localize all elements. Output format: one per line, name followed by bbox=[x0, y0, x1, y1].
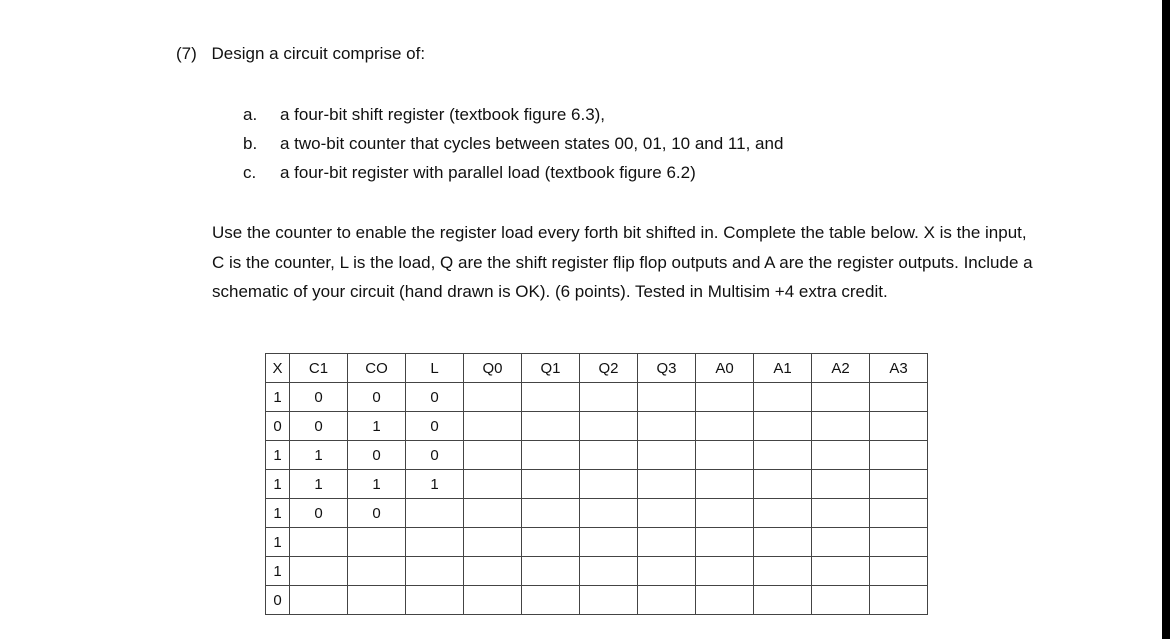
table-cell bbox=[580, 470, 638, 499]
question-number: (7) bbox=[176, 44, 197, 63]
table-row bbox=[266, 412, 928, 441]
table-cell bbox=[522, 412, 580, 441]
table-row bbox=[266, 528, 928, 557]
table-cell bbox=[812, 383, 870, 412]
table-cell bbox=[406, 557, 464, 586]
table-cell bbox=[754, 470, 812, 499]
list-item bbox=[243, 100, 783, 129]
table-cell bbox=[696, 441, 754, 470]
table-cell bbox=[754, 412, 812, 441]
table-cell: 0 bbox=[406, 383, 464, 412]
table-cell bbox=[464, 586, 522, 615]
table-cell: 1 bbox=[266, 557, 290, 586]
table-cell bbox=[522, 499, 580, 528]
table-cell: 0 bbox=[266, 412, 290, 441]
table-cell bbox=[870, 470, 928, 499]
table-cell bbox=[290, 586, 348, 615]
table-cell: 1 bbox=[290, 441, 348, 470]
table-cell bbox=[812, 557, 870, 586]
table-cell bbox=[348, 528, 406, 557]
table-cell: 0 bbox=[348, 441, 406, 470]
table-cell bbox=[464, 470, 522, 499]
table-cell bbox=[696, 557, 754, 586]
table-cell bbox=[754, 557, 812, 586]
table-cell bbox=[870, 383, 928, 412]
table-header-cell: Q0 bbox=[464, 354, 522, 383]
table-cell bbox=[464, 499, 522, 528]
table-cell bbox=[464, 441, 522, 470]
table-header-cell: C1 bbox=[290, 354, 348, 383]
table-cell bbox=[638, 383, 696, 412]
table-cell bbox=[696, 528, 754, 557]
table-cell bbox=[754, 586, 812, 615]
part-letter: c. bbox=[243, 163, 257, 182]
table-cell: 0 bbox=[290, 412, 348, 441]
table-cell bbox=[580, 586, 638, 615]
table-row bbox=[266, 586, 928, 615]
truth-table bbox=[265, 353, 928, 615]
table-cell: 0 bbox=[266, 586, 290, 615]
table-header-cell: Q3 bbox=[638, 354, 696, 383]
table-header-cell: A2 bbox=[812, 354, 870, 383]
list-item bbox=[243, 129, 783, 158]
table-cell bbox=[580, 441, 638, 470]
table-cell bbox=[290, 528, 348, 557]
table-header-cell: Q1 bbox=[522, 354, 580, 383]
table-header-cell: A0 bbox=[696, 354, 754, 383]
table-header-cell: CO bbox=[348, 354, 406, 383]
table-cell bbox=[638, 412, 696, 441]
table-cell bbox=[870, 528, 928, 557]
question-title: Design a circuit comprise of: bbox=[211, 44, 426, 63]
table-header-row bbox=[266, 354, 928, 383]
table-cell bbox=[870, 441, 928, 470]
part-text: a two-bit counter that cycles between states 00, 01, 10 and 11, and bbox=[280, 134, 784, 153]
table-cell: 1 bbox=[266, 470, 290, 499]
table-cell bbox=[348, 557, 406, 586]
table-cell bbox=[754, 383, 812, 412]
table-row bbox=[266, 499, 928, 528]
table-cell: 0 bbox=[290, 383, 348, 412]
table-cell bbox=[812, 499, 870, 528]
table-cell bbox=[696, 470, 754, 499]
table-cell bbox=[290, 557, 348, 586]
table-cell bbox=[638, 557, 696, 586]
table-cell bbox=[696, 499, 754, 528]
table-cell: 1 bbox=[266, 528, 290, 557]
table-cell bbox=[638, 470, 696, 499]
table-row bbox=[266, 470, 928, 499]
table-cell bbox=[522, 470, 580, 499]
table-header-cell: A3 bbox=[870, 354, 928, 383]
part-letter: b. bbox=[243, 134, 258, 153]
table-cell: 1 bbox=[266, 499, 290, 528]
table-cell: 1 bbox=[348, 412, 406, 441]
table-cell bbox=[464, 412, 522, 441]
table-cell bbox=[696, 586, 754, 615]
table-cell: 0 bbox=[348, 383, 406, 412]
table-cell bbox=[696, 383, 754, 412]
table-cell bbox=[580, 528, 638, 557]
table-cell bbox=[464, 528, 522, 557]
table-cell bbox=[638, 586, 696, 615]
table-cell bbox=[406, 499, 464, 528]
table-cell bbox=[812, 441, 870, 470]
table-header-cell: A1 bbox=[754, 354, 812, 383]
instructions-paragraph: Use the counter to enable the register load every forth bit shifted in. Complete the table below. X is the input, C is the counter, L is the load, Q are the shift register flip flop outputs and A are the register outputs. Include a schematic of your circuit (hand drawn is OK). (6 points). Tested in Multisim +4 extra credit. bbox=[212, 223, 1033, 301]
table-cell bbox=[870, 586, 928, 615]
table-cell bbox=[580, 499, 638, 528]
table-cell bbox=[812, 412, 870, 441]
table-row bbox=[266, 557, 928, 586]
table-cell bbox=[406, 528, 464, 557]
table-cell bbox=[754, 499, 812, 528]
table-cell: 1 bbox=[348, 470, 406, 499]
table-cell bbox=[348, 586, 406, 615]
table-cell bbox=[812, 470, 870, 499]
table-cell bbox=[580, 412, 638, 441]
part-text: a four-bit shift register (textbook figure 6.3), bbox=[280, 105, 606, 124]
table-cell: 0 bbox=[406, 412, 464, 441]
table-cell bbox=[406, 586, 464, 615]
table-cell bbox=[580, 557, 638, 586]
table-cell bbox=[638, 499, 696, 528]
table-cell bbox=[522, 586, 580, 615]
table-header-cell: Q2 bbox=[580, 354, 638, 383]
table-cell bbox=[522, 557, 580, 586]
table-cell bbox=[754, 528, 812, 557]
table-cell bbox=[522, 383, 580, 412]
table-cell bbox=[754, 441, 812, 470]
table-cell bbox=[580, 383, 638, 412]
table-cell: 1 bbox=[406, 470, 464, 499]
table-cell: 1 bbox=[266, 383, 290, 412]
parts-list bbox=[243, 100, 783, 187]
table-header-cell: X bbox=[266, 354, 290, 383]
part-letter: a. bbox=[243, 105, 258, 124]
table-row bbox=[266, 441, 928, 470]
table-cell bbox=[464, 557, 522, 586]
table-cell: 0 bbox=[406, 441, 464, 470]
table-cell: 0 bbox=[348, 499, 406, 528]
table-cell bbox=[522, 528, 580, 557]
table-cell: 1 bbox=[290, 470, 348, 499]
table-row bbox=[266, 383, 928, 412]
table-cell bbox=[870, 499, 928, 528]
table-cell bbox=[812, 586, 870, 615]
question-heading bbox=[176, 44, 425, 64]
table-cell bbox=[870, 412, 928, 441]
table-cell bbox=[638, 528, 696, 557]
table-cell bbox=[812, 528, 870, 557]
table-cell bbox=[870, 557, 928, 586]
table-cell bbox=[696, 412, 754, 441]
table-cell bbox=[522, 441, 580, 470]
table-cell bbox=[638, 441, 696, 470]
table-cell: 0 bbox=[290, 499, 348, 528]
part-text: a four-bit register with parallel load (textbook figure 6.2) bbox=[280, 163, 696, 182]
table-header-cell: L bbox=[406, 354, 464, 383]
table-cell: 1 bbox=[266, 441, 290, 470]
table-cell bbox=[464, 383, 522, 412]
list-item bbox=[243, 158, 783, 187]
